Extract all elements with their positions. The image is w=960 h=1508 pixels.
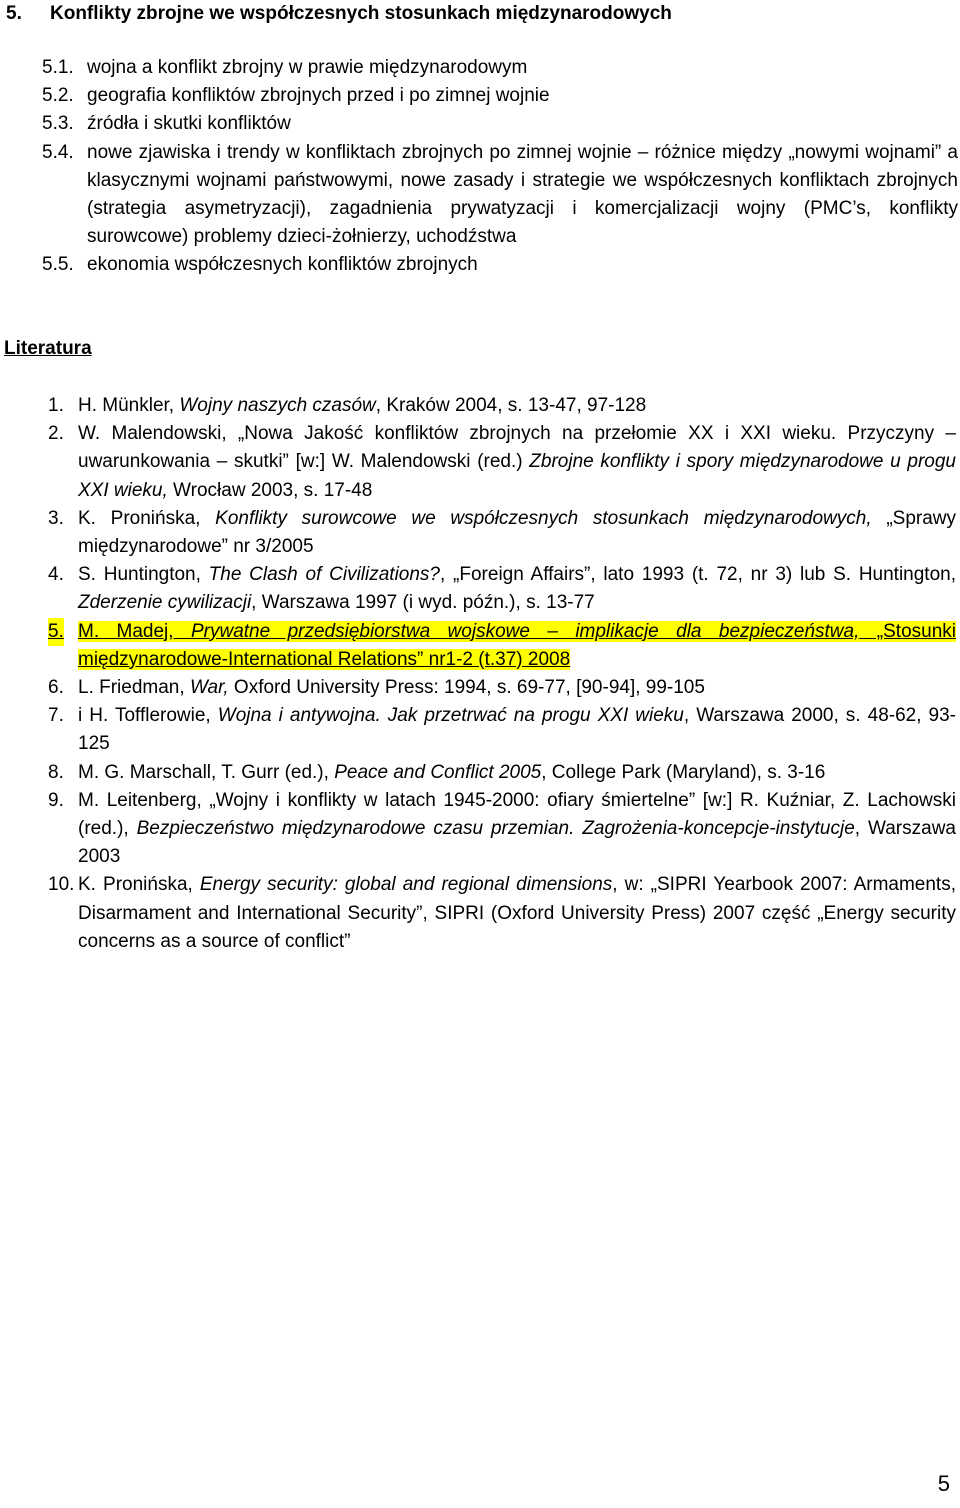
reference-text-part: Oxford University Press: 1994, s. 69-77, [90-94], 99-105: [228, 677, 705, 699]
reference-title-italic: Peace and Conflict 2005: [334, 761, 542, 783]
reference-title-italic: Zderzenie cywilizacji: [78, 592, 252, 614]
outline-text: źródła i skutki konfliktów: [87, 113, 291, 135]
reference-text: [78, 420, 956, 505]
outline-number: 5.4.: [42, 141, 74, 163]
reference-text-part: „Stosunki międzynarodowe-International Relations” nr1-2 (t.37) 2008: [78, 620, 957, 670]
reference-number: 10.: [48, 874, 75, 896]
outline-item: [42, 251, 958, 279]
reference-number: 3.: [48, 507, 64, 529]
reference-item: [48, 505, 956, 561]
outline-text: geografia konfliktów zbrojnych przed i po zimnej wojnie: [87, 85, 550, 107]
reference-text: [78, 871, 956, 956]
reference-text-part: , College Park (Maryland), s. 3-16: [541, 761, 826, 783]
reference-text: [78, 702, 956, 758]
reference-title-italic: Zbrojne konflikty i spory międzynarodowe u progu XXI wieku,: [78, 451, 956, 501]
outline-number: 5.2.: [42, 85, 74, 107]
section-outline: [42, 54, 958, 280]
reference-text-part: , w: „SIPRI Yearbook 2007: Armaments, Disarmament and International Security”, SIPRI (Oxford University Press) 2007 część „Energy security concerns as a source of conflict”: [78, 874, 956, 952]
outline-text: ekonomia współczesnych konfliktów zbrojnych: [87, 254, 478, 276]
reference-title-italic: Wojny naszych czasów: [179, 395, 376, 416]
reference-title-italic: Bezpieczeństwo międzynarodowe czasu przemian. Zagrożenia-koncepcje-instytucje: [136, 818, 855, 840]
outline-number: 5.3.: [42, 113, 74, 135]
reference-title-italic: Energy security: global and regional dimensions: [199, 874, 613, 896]
reference-number: 6.: [48, 677, 64, 699]
reference-item: [48, 759, 956, 787]
reference-text: [78, 561, 956, 617]
outline-number: 5.5.: [42, 254, 74, 276]
reference-text-part: , Warszawa 2003: [78, 818, 956, 868]
outline-number: 5.1.: [42, 57, 74, 78]
outline-item: [42, 110, 958, 138]
reference-text-part: K. Pronińska,: [78, 874, 200, 896]
reference-title-italic: Prywatne przedsiębiorstwa wojskowe – implikacje dla bezpieczeństwa,: [190, 620, 860, 642]
reference-title-italic: War,: [189, 677, 229, 699]
reference-title-italic: Konflikty surowcowe we współczesnych stosunkach międzynarodowych,: [215, 507, 872, 529]
reference-text-part: , Warszawa 2000, s. 48-62, 93-125: [78, 705, 957, 755]
reference-text-part: M. Madej,: [78, 620, 191, 642]
reference-text-part: Wrocław 2003, s. 17-48: [167, 479, 373, 501]
reference-text-part: i H. Tofflerowie,: [78, 705, 218, 727]
reference-item: [48, 787, 956, 872]
outline-item: [42, 54, 958, 82]
section-number: 5.: [6, 3, 22, 24]
reference-number: 8.: [48, 761, 64, 783]
section-title: Konflikty zbrojne we współczesnych stosunkach międzynarodowych: [50, 3, 672, 24]
reference-number: 7.: [48, 705, 64, 727]
reference-item: [48, 702, 956, 758]
reference-item: [48, 674, 956, 702]
reference-title-italic: The Clash of Civilizations?: [208, 564, 441, 586]
reference-text-part: L. Friedman,: [78, 677, 190, 699]
reference-number: 1.: [48, 395, 64, 416]
reference-list: [48, 392, 956, 956]
reference-text-part: W. Malendowski, „Nowa Jakość konfliktów zbrojnych na przełomie XX i XXI wieku. Przyczyny – uwarunkowania – skutki” [w:] W. Malendowski (red.): [78, 423, 956, 473]
reference-text: [78, 618, 956, 674]
reference-item: [48, 420, 956, 505]
reference-item: [48, 561, 956, 617]
reference-item: [48, 392, 956, 420]
section-heading: [6, 0, 956, 28]
reference-item: [48, 618, 956, 674]
reference-number: 4.: [48, 564, 64, 586]
outline-item: [42, 82, 958, 110]
reference-text-part: H. Münkler,: [78, 395, 180, 416]
reference-text-part: , Kraków 2004, s. 13-47, 97-128: [375, 395, 647, 416]
reference-number: 5.: [48, 618, 64, 646]
reference-text: [78, 787, 956, 872]
reference-number: 9.: [48, 789, 64, 811]
reference-text: [78, 674, 956, 702]
reference-text-part: S. Huntington,: [78, 564, 209, 586]
reference-item: [48, 871, 956, 956]
outline-text: wojna a konflikt zbrojny w prawie międzynarodowym: [87, 57, 528, 78]
reference-text-part: M. G. Marschall, T. Gurr (ed.),: [78, 761, 335, 783]
reference-text-part: , „Foreign Affairs”, lato 1993 (t. 72, nr 3) lub S. Huntington,: [440, 564, 956, 586]
reference-text-part: , Warszawa 1997 (i wyd. późn.), s. 13-77: [251, 592, 595, 614]
reference-text-part: M. Leitenberg, „Wojny i konflikty w latach 1945-2000: ofiary śmiertelne” [w:] R. Kuźniar, Z. Lachowski (red.),: [78, 789, 956, 840]
reference-text: [78, 505, 956, 561]
outline-text: nowe zjawiska i trendy w konfliktach zbrojnych po zimnej wojnie – różnice między „nowymi wojnami” a klasycznymi wojnami państwowymi, nowe zasady i strategie we współczesnych konfliktach zbrojnych (strategia asymetryzacji), zagadnienia prywatyzacji i komercjalizacji wojny (PMC’s, konflikty surowcowe) problemy dzieci-żołnierzy, uchodźstwa: [87, 141, 958, 248]
reference-text: [78, 759, 956, 787]
reference-text: [78, 392, 956, 420]
literature-heading: Literatura: [4, 338, 92, 359]
reference-text-part: K. Pronińska,: [78, 507, 216, 529]
outline-item: [42, 139, 958, 252]
reference-title-italic: Wojna i antywojna. Jak przetrwać na progu XXI wieku: [217, 705, 684, 727]
reference-text-part: „Sprawy międzynarodowe” nr 3/2005: [78, 507, 956, 558]
page-number: 5: [937, 1471, 950, 1496]
reference-number: 2.: [48, 423, 64, 445]
